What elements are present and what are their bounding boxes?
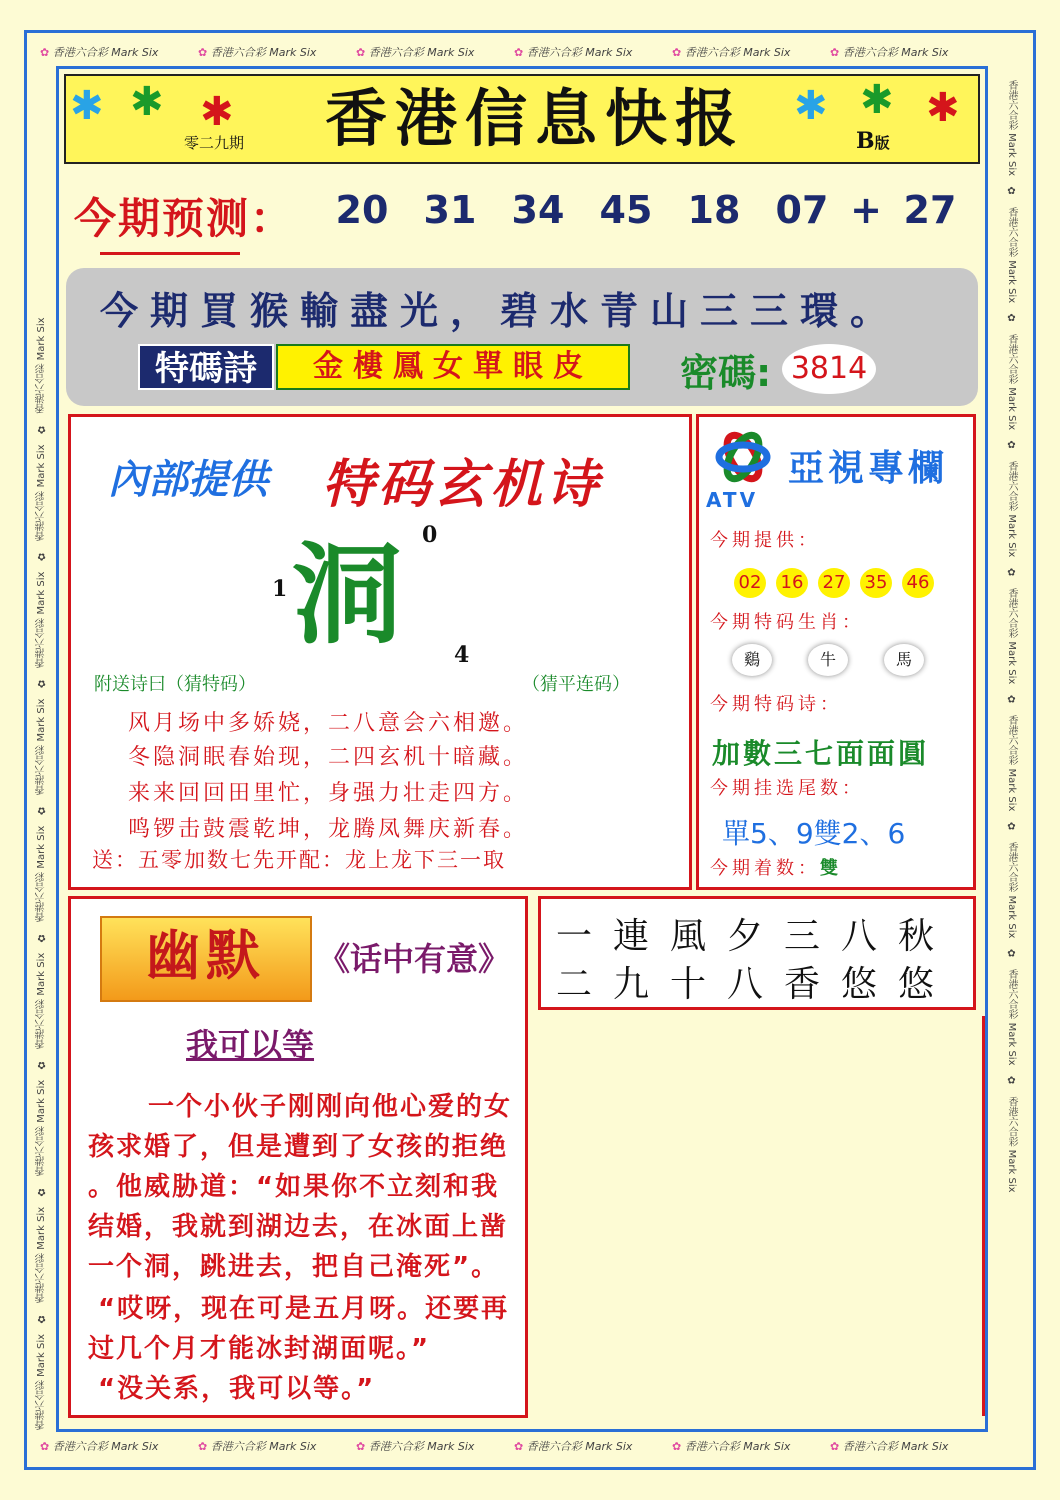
border-label: ✿ 香港六合彩 Mark Six	[514, 1440, 633, 1453]
number-ball: 35	[860, 568, 892, 598]
poem-row: 一連風夕三八秋	[556, 916, 956, 957]
joke-line: 孩求婚了，但是遭到了女孩的拒绝	[88, 1132, 509, 1162]
flower-icon: ✱	[200, 89, 234, 135]
special-number: 27	[903, 188, 957, 232]
atv-logo-icon	[712, 428, 774, 486]
number-ball: 27	[818, 568, 850, 598]
riddle-verse: 来来回回田里忙，身强力壮走四方。	[128, 781, 529, 806]
riddle-title-left: 內部提供	[108, 457, 268, 503]
joke-line: 过几个月才能冰封湖面呢。”	[88, 1334, 431, 1364]
special-poem-label: 特碼詩	[138, 344, 274, 390]
border-label: ✿ 香港六合彩 Mark Six	[672, 46, 791, 59]
atv-poem-label: 今期特码诗：	[710, 694, 842, 715]
border-label: ✿ 香港六合彩 Mark Six	[198, 46, 317, 59]
border-label: ✿ 香港六合彩 Mark Six	[356, 46, 475, 59]
poem-row: 二九十八香悠悠	[556, 964, 956, 1005]
prediction-number: 18	[687, 188, 741, 232]
special-poem-text: 金樓鳳女單眼皮	[276, 344, 630, 390]
joke-line: 一个小伙子刚刚向他心爱的女	[148, 1092, 513, 1122]
headline-poem: 今期買猴輸盡光，碧水青山三三環。	[100, 289, 901, 333]
joke-line: 一个洞，跳进去，把自己淹死”。	[88, 1252, 500, 1282]
riddle-number-top: 0	[422, 522, 438, 548]
atv-tail-label: 今期挂选尾数：	[710, 778, 864, 799]
guess-right-label: （猜平连码）	[522, 674, 630, 695]
border-top	[40, 44, 988, 60]
zodiac-badge: 鷄	[732, 644, 772, 676]
prediction-number: 07	[775, 188, 829, 232]
riddle-verse: 冬隐洞眠春始现，二四玄机十暗藏。	[128, 745, 529, 770]
password-label: 密碼:	[680, 351, 772, 395]
prediction-underline	[100, 252, 240, 255]
border-label: ✿ 香港六合彩 Mark Six	[356, 1440, 475, 1453]
joke-title: 我可以等	[186, 1026, 315, 1064]
prediction-numbers	[318, 188, 974, 232]
riddle-character: 洞	[292, 531, 402, 659]
joke-line: “哎呀，现在可是五月呀。还要再	[98, 1294, 510, 1324]
version-label: B版	[856, 128, 890, 154]
atv-provide-label: 今期提供：	[710, 530, 820, 551]
riddle-title-right: 特码玄机诗	[322, 455, 603, 515]
flower-icon: ✱	[794, 83, 828, 129]
flower-icon: ✱	[860, 77, 894, 123]
riddle-send: 送：五零加数七先开配：龙上龙下三一取	[92, 848, 506, 872]
joke-line: “没关系，我可以等。”	[98, 1374, 376, 1404]
atv-brand: ATV	[706, 488, 759, 512]
humor-subtitle: 《话中有意》	[318, 940, 511, 978]
zodiac-badge: 牛	[808, 644, 848, 676]
border-left: 香港六合彩 Mark Six ✿ 香港六合彩 Mark Six ✿ 香港六合彩 Mark Six ✿ 香港六合彩 Mark Six ✿ 香港六合彩 Mark Six ✿ 香港六合彩 Mark Six ✿ 香港六合彩 Mark Six ✿ 香港六合彩 Mark Six ✿ 香港六合彩 Mark Six	[36, 317, 47, 1430]
border-label: ✿ 香港六合彩 Mark Six	[830, 46, 949, 59]
joke-line: 结婚，我就到湖边去，在冰面上凿	[88, 1212, 509, 1242]
prediction-number: 45	[599, 188, 653, 232]
border-label: ✿ 香港六合彩 Mark Six	[40, 1440, 159, 1453]
flower-icon: ✱	[926, 85, 960, 131]
joke-line: 。他威胁道：“如果你不立刻和我	[88, 1172, 500, 1202]
border-label: ✿ 香港六合彩 Mark Six	[40, 46, 159, 59]
riddle-verse: 鸣锣击鼓震乾坤，龙腾凤舞庆新春。	[128, 817, 529, 842]
riddle-number-left: 1	[272, 576, 288, 602]
password-value: 3814	[782, 344, 876, 394]
prediction-number: 34	[511, 188, 565, 232]
issue-number: 零二九期	[184, 134, 245, 152]
plus-sign: +	[850, 188, 882, 232]
atv-title: 亞視專欄	[788, 448, 949, 489]
atv-poem: 加數三七面面圓	[712, 737, 930, 770]
number-ball: 02	[734, 568, 766, 598]
page-title: 香港信息快报	[324, 82, 745, 155]
guess-left-label: 附送诗曰（猜特码）	[94, 674, 256, 695]
border-label: ✿ 香港六合彩 Mark Six	[830, 1440, 949, 1453]
prediction-number: 20	[335, 188, 389, 232]
atv-tail-value: 單5、9雙2、6	[722, 817, 906, 850]
humor-badge: 幽默	[100, 916, 312, 1002]
zodiac-badge: 馬	[884, 644, 924, 676]
riddle-verse: 风月场中多娇娆，二八意会六相邀。	[128, 711, 529, 736]
flower-icon: ✱	[130, 79, 164, 125]
border-bottom	[40, 1438, 988, 1454]
atv-zodiac-label: 今期特码生肖：	[710, 612, 864, 633]
riddle-number-bottom: 4	[454, 642, 470, 668]
prediction-label: 今期预测：	[74, 194, 295, 243]
divider	[982, 1016, 985, 1416]
atv-count: 今期着数：雙	[710, 858, 842, 879]
border-label: ✿ 香港六合彩 Mark Six	[198, 1440, 317, 1453]
border-label: ✿ 香港六合彩 Mark Six	[672, 1440, 791, 1453]
number-ball: 46	[902, 568, 934, 598]
border-right: 香港六合彩 Mark Six ✿ 香港六合彩 Mark Six ✿ 香港六合彩 Mark Six ✿ 香港六合彩 Mark Six ✿ 香港六合彩 Mark Six ✿ 香港六合彩 Mark Six ✿ 香港六合彩 Mark Six ✿ 香港六合彩 Mark Six ✿ 香港六合彩 Mark Six	[1006, 80, 1017, 1193]
number-ball: 16	[776, 568, 808, 598]
flower-icon: ✱	[70, 83, 104, 129]
border-label: ✿ 香港六合彩 Mark Six	[514, 46, 633, 59]
prediction-number: 31	[423, 188, 477, 232]
